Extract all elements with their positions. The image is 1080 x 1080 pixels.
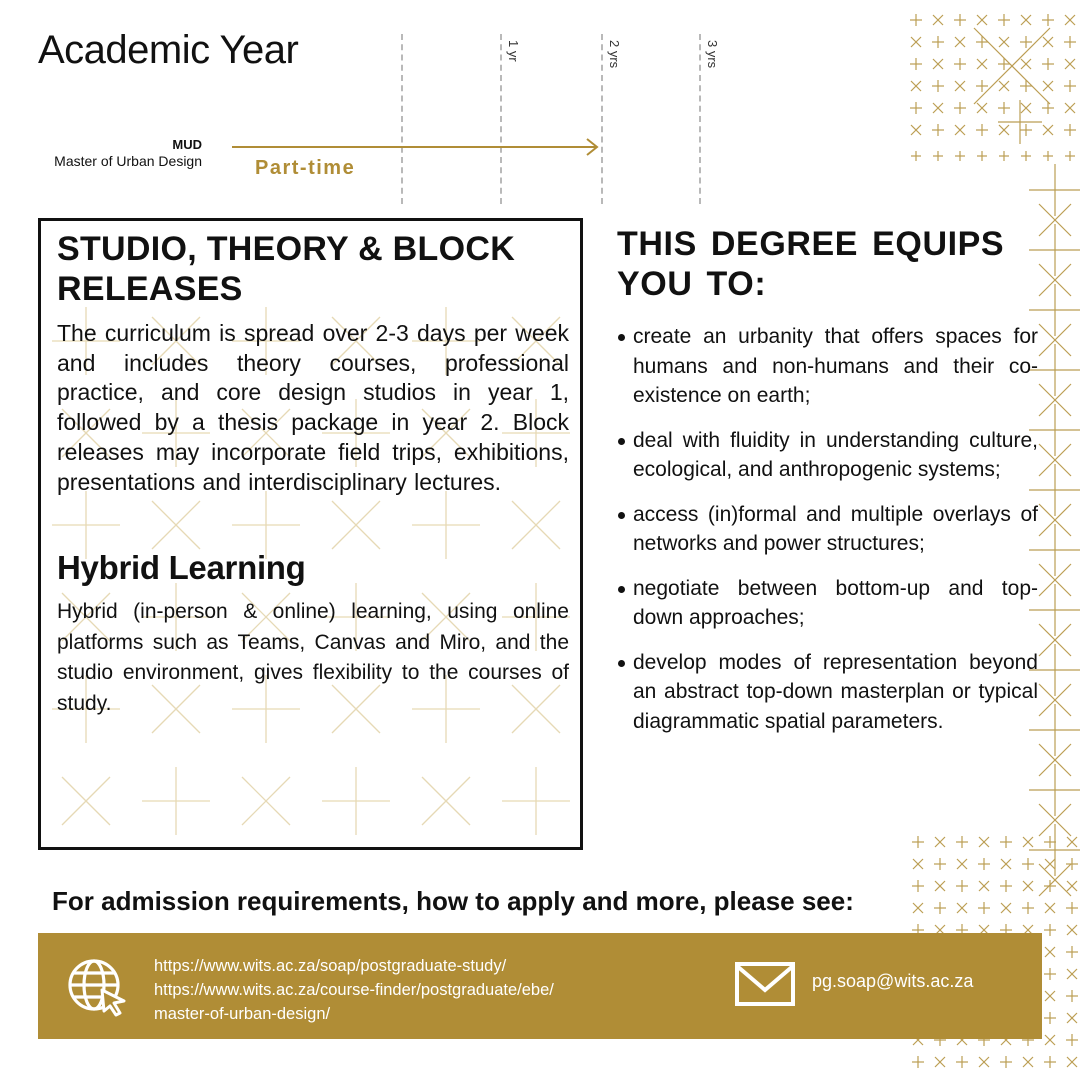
timeline-tick-1yr	[500, 34, 504, 204]
list-item: create an urbanity that offers spaces for humans and non-humans and their co-existence on earth;	[617, 322, 1038, 411]
page-title: Academic Year	[38, 28, 299, 72]
year-label-1: 1 yr	[506, 40, 521, 62]
studio-body-text: The curriculum is spread over 2-3 days per week and includes theory courses, professional practice, and core design studios in year 1, followed by a thesis package in year 2. Block releases may incorporate field trips, exhibitions, presentations and interdisciplinary lectures.	[57, 320, 569, 495]
programme-name: Master of Urban Design	[54, 153, 202, 169]
list-item: deal with fluidity in understanding culture, ecological, and anthropogenic systems;	[617, 426, 1038, 485]
study-mode-label: Part-time	[255, 157, 356, 179]
envelope-icon	[735, 962, 795, 1006]
list-item: access (in)formal and multiple overlays of networks and power structures;	[617, 500, 1038, 559]
studio-heading: STUDIO, THEORY & BLOCK RELEASES	[57, 230, 516, 308]
timeline-tick-2yrs	[601, 34, 605, 204]
timeline-tick-3yrs	[699, 34, 703, 204]
year-label-3: 3 yrs	[705, 40, 720, 69]
globe-cursor-icon	[66, 957, 126, 1017]
contact-email[interactable]: pg.soap@wits.ac.za	[812, 971, 974, 991]
admission-note: For admission requirements, how to apply and more, please see:	[52, 886, 854, 916]
hybrid-learning-body: Hybrid (in-person & online) learning, using online platforms such as Teams, Canvas and Miro, and the studio environment, gives flexibility to the courses of study.	[57, 600, 569, 715]
studio-info-box	[38, 218, 583, 850]
degree-outcomes-list	[617, 322, 1038, 751]
hybrid-learning-heading: Hybrid Learning	[57, 549, 306, 587]
timeline-arrow-icon	[232, 136, 604, 158]
link-master-urban-design[interactable]: master-of-urban-design/	[154, 1005, 331, 1023]
degree-equips-heading: THIS DEGREE EQUIPS YOU TO:	[617, 225, 1005, 303]
link-postgraduate-study[interactable]: https://www.wits.ac.za/soap/postgraduate-study/	[154, 957, 507, 975]
timeline-start-tick	[401, 34, 405, 204]
list-item: negotiate between bottom-up and top-down approaches;	[617, 574, 1038, 633]
programme-abbreviation: MUD	[172, 137, 202, 152]
year-label-2: 2 yrs	[607, 40, 622, 69]
website-links[interactable]	[154, 954, 554, 1026]
list-item: develop modes of representation beyond an abstract top-down masterplan or typical diagrammatic spatial parameters.	[617, 648, 1038, 737]
link-course-finder[interactable]: https://www.wits.ac.za/course-finder/postgraduate/ebe/	[154, 981, 554, 999]
